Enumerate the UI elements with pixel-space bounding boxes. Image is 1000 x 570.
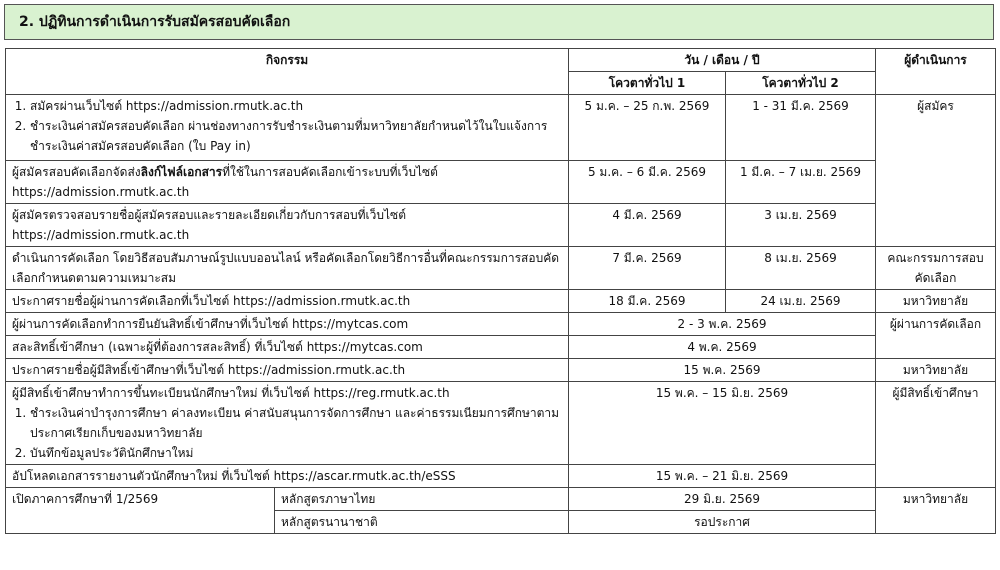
list-item: 2. ชำระเงินค่าสมัครสอบคัดเลือก ผ่านช่องทางการรับชำระเงินตามที่มหาวิทยาลัยกำหนดไว้ในใบแจ้งการชำระเงินค่าสมัครสอบคัดเลือก (ใบ Pay in): [30, 116, 562, 156]
quota-1-date: 5 ม.ค. – 6 มี.ค. 2569: [569, 161, 726, 204]
header-activity: กิจกรรม: [6, 49, 569, 95]
activity-cell: [6, 95, 569, 161]
curriculum-thai: หลักสูตรภาษาไทย: [275, 488, 569, 511]
date-cell: รอประกาศ: [569, 511, 876, 534]
activity-cell: สละสิทธิ์เข้าศึกษา (เฉพาะผู้ที่ต้องการสละสิทธิ์) ที่เว็บไซต์ https://mytcas.com: [6, 336, 569, 359]
quota-2-date: 3 เม.ย. 2569: [726, 204, 876, 247]
table-row: [6, 465, 996, 488]
date-cell: 15 พ.ค. – 15 มิ.ย. 2569: [569, 382, 876, 465]
date-cell: 15 พ.ค. 2569: [569, 359, 876, 382]
quota-1-date: 4 มี.ค. 2569: [569, 204, 726, 247]
quota-2-date: 24 เม.ย. 2569: [726, 290, 876, 313]
quota-1-date: 18 มี.ค. 2569: [569, 290, 726, 313]
operator-cell: มหาวิทยาลัย: [876, 359, 996, 382]
activity-text: ผู้สมัครสอบคัดเลือกจัดส่ง: [12, 165, 141, 179]
activity-cell: ประกาศรายชื่อผู้ผ่านการคัดเลือกที่เว็บไซต์ https://admission.rmutk.ac.th: [6, 290, 569, 313]
operator-cell: มหาวิทยาลัย: [876, 488, 996, 534]
list-item: 2. บันทึกข้อมูลประวัตินักศึกษาใหม่: [30, 443, 562, 463]
schedule-table: [5, 48, 996, 534]
activity-text: ที่ใช้ในการสอบคัดเลือกเข้าระบบที่เว็บไซต์ https://admission.rmutk.ac.th: [12, 165, 438, 199]
activity-cell: อัปโหลดเอกสารรายงานตัวนักศึกษาใหม่ ที่เว็บไซต์ https://ascar.rmutk.ac.th/eSSS: [6, 465, 569, 488]
curriculum-international: หลักสูตรนานาชาติ: [275, 511, 569, 534]
activity-steps: [12, 403, 562, 463]
activity-cell: [6, 382, 569, 465]
operator-cell: ผู้มีสิทธิ์เข้าศึกษา: [876, 382, 996, 488]
operator-cell: ผู้ผ่านการคัดเลือก: [876, 313, 996, 359]
quota-1-date: 7 มี.ค. 2569: [569, 247, 726, 290]
date-cell: 29 มิ.ย. 2569: [569, 488, 876, 511]
table-row: [6, 382, 996, 465]
quota-2-date: 8 เม.ย. 2569: [726, 247, 876, 290]
activity-text: ผู้มีสิทธิ์เข้าศึกษาทำการขึ้นทะเบียนนักศึกษาใหม่ ที่เว็บไซต์ https://reg.rmutk.ac.th: [12, 386, 450, 400]
table-row: [6, 247, 996, 290]
operator-cell: มหาวิทยาลัย: [876, 290, 996, 313]
table-row: [6, 161, 996, 204]
table-row: [6, 290, 996, 313]
table-row: [6, 359, 996, 382]
header-date: วัน / เดือน / ปี: [569, 49, 876, 72]
table-row: [6, 488, 996, 511]
table-row: [6, 204, 996, 247]
activity-cell: ผู้สมัครตรวจสอบรายชื่อผู้สมัครสอบและรายละเอียดเกี่ยวกับการสอบที่เว็บไซต์ https://admission.rmutk.ac.th: [6, 204, 569, 247]
section-title: 2. ปฏิทินการดำเนินการรับสมัครสอบคัดเลือก: [4, 4, 994, 40]
quota-2-date: 1 - 31 มี.ค. 2569: [726, 95, 876, 161]
table-row: [6, 336, 996, 359]
table-row: [6, 313, 996, 336]
list-item: 1. สมัครผ่านเว็บไซต์ https://admission.rmutk.ac.th: [30, 96, 562, 116]
date-cell: 15 พ.ค. – 21 มิ.ย. 2569: [569, 465, 876, 488]
activity-cell: ผู้ผ่านการคัดเลือกทำการยืนยันสิทธิ์เข้าศึกษาที่เว็บไซต์ https://mytcas.com: [6, 313, 569, 336]
header-quota-2: โควตาทั่วไป 2: [726, 72, 876, 95]
date-cell: 4 พ.ค. 2569: [569, 336, 876, 359]
quota-1-date: 5 ม.ค. – 25 ก.พ. 2569: [569, 95, 726, 161]
header-quota-1: โควตาทั่วไป 1: [569, 72, 726, 95]
header-operator: ผู้ดำเนินการ: [876, 49, 996, 95]
activity-steps: [12, 96, 562, 156]
date-cell: 2 - 3 พ.ค. 2569: [569, 313, 876, 336]
quota-2-date: 1 มี.ค. – 7 เม.ย. 2569: [726, 161, 876, 204]
operator-cell: คณะกรรมการสอบคัดเลือก: [876, 247, 996, 290]
activity-cell: ดำเนินการคัดเลือก โดยวิธีสอบสัมภาษณ์รูปแบบออนไลน์ หรือคัดเลือกโดยวิธีการอื่นที่คณะกรรมการสอบคัดเลือกกำหนดตามความเหมาะสม: [6, 247, 569, 290]
operator-cell: ผู้สมัคร: [876, 95, 996, 247]
header-row: [6, 49, 996, 72]
activity-cell: [6, 161, 569, 204]
list-item: 1. ชำระเงินค่าบำรุงการศึกษา ค่าลงทะเบียน ค่าสนับสนุนการจัดการศึกษา และค่าธรรมเนียมการศึกษาตามประกาศเรียกเก็บของมหาวิทยาลัย: [30, 403, 562, 443]
activity-cell: ประกาศรายชื่อผู้มีสิทธิ์เข้าศึกษาที่เว็บไซต์ https://admission.rmutk.ac.th: [6, 359, 569, 382]
table-row: [6, 95, 996, 161]
activity-cell: เปิดภาคการศึกษาที่ 1/2569: [6, 488, 275, 534]
activity-text-bold: ลิงก์ไฟล์เอกสาร: [140, 165, 223, 179]
